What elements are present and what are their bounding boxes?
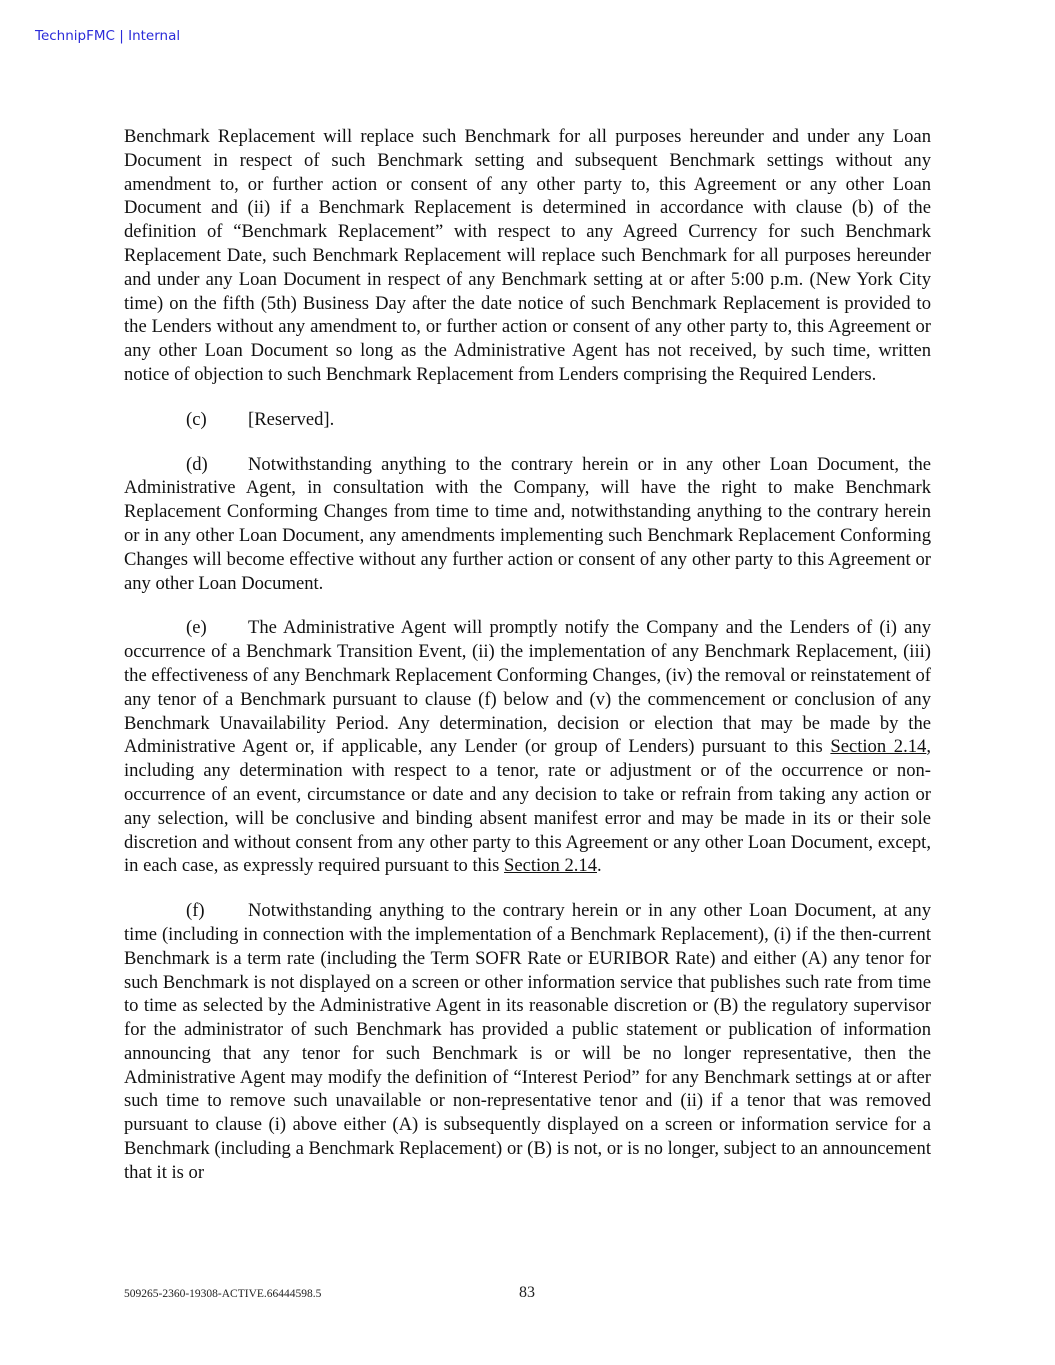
clause-e-text-3: . [597,855,602,877]
section-reference-link[interactable]: Section 2.14 [830,736,927,758]
clause-f [124,899,931,1185]
clause-f-text: Notwithstanding anything to the contrary herein or in any other Loan Document, at any time (including in connection with the implementation of a Benchmark Replacement), (i) if the then-current Benchmark is a term rate (including the Term SOFR Rate or EURIBOR Rate) and either (A) any tenor for such Benchmark is not displayed on a screen or other information service that publishes such rate from time to time as selected by the Administrative Agent in its reasonable discretion or (B) the regulatory supervisor for the administrator of such Benchmark has provided a public statement or publication of information announcing that any tenor for such Benchmark is or will be no longer representative, then the Administrative Agent may modify the definition of “Interest Period” for any Benchmark settings at or after such time to remove such unavailable or non-representative tenor and (ii) if a tenor that was removed pursuant to clause (i) above either (A) is subsequently displayed on a screen or information service for a Benchmark (including a Benchmark Replacement) or (B) is not, or is no longer, subject to an announcement that it is or [124,900,931,1183]
document-body [124,125,931,1185]
clause-f-label: (f) [186,900,205,922]
clause-d-label: (d) [186,453,208,475]
clause-c-text: [Reserved]. [248,408,335,430]
continuation-paragraph: Benchmark Replacement will replace such Benchmark for all purposes hereunder and under any Loan Document in respect of such Benchmark setting and subsequent Benchmark settings without any amendment to, or further action or consent of any other party to, this Agreement or any other Loan Document and (ii) if a Benchmark Replacement is determined in accordance with clause (b) of the definition of “Benchmark Replacement” with respect to any Agreed Currency for such Benchmark Replacement Date, such Benchmark Replacement will replace such Benchmark for all purposes hereunder and under any Loan Document in respect of any Benchmark setting at or after 5:00 p.m. (New York City time) on the fifth (5th) Business Day after the date notice of such Benchmark Replacement is provided to the Lenders without any amendment to, or further action or consent of any other party to, this Agreement or any other Loan Document so long as the Administrative Agent has not received, by such time, written notice of objection to such Benchmark Replacement from Lenders comprising the Required Lenders. [124,126,931,385]
document-id: 509265-2360-19308-ACTIVE.66444598.5 [124,1288,322,1300]
clause-e-text-1: The Administrative Agent will promptly notify the Company and the Lenders of (i) any occurrence of a Benchmark Transition Event, (ii) the implementation of any Benchmark Replacement, (iii) the effectiveness of any Benchmark Replacement Conforming Changes, (iv) the removal or reinstatement of any tenor of a Benchmark pursuant to clause (f) below and (v) the commencement or conclusion of any Benchmark Unavailability Period. Any determination, decision or election that may be made by the Administrative Agent or, if applicable, any Lender (or group of Lenders) pursuant to this [124,617,931,758]
clause-c [124,408,931,432]
section-reference-link[interactable]: Section 2.14 [504,855,597,877]
clause-c-label: (c) [186,408,207,430]
clause-d [124,453,931,596]
classification-label: TechnipFMC | Internal [35,28,181,44]
clause-e [124,616,931,878]
page-number: 83 [519,1284,535,1301]
clause-e-label: (e) [186,617,207,639]
clause-e-text-2: , including any determination with respect to a tenor, rate or adjustment or of the occurrence or non-occurrence of an event, circumstance or date and any decision to take or refrain from taking any action or any selection, will be conclusive and binding absent manifest error and may be made in its or their sole discretion and without consent from any other party to this Agreement or any other Loan Document, except, in each case, as expressly required pursuant to this [124,736,931,877]
clause-d-text: Notwithstanding anything to the contrary herein or in any other Loan Document, the Administrative Agent, in consultation with the Company, will have the right to make Benchmark Replacement Conforming Changes from time to time and, notwithstanding anything to the contrary herein or in any other Loan Document, any amendments implementing such Benchmark Replacement Conforming Changes will become effective without any further action or consent of any other party to this Agreement or any other Loan Document. [124,453,931,594]
